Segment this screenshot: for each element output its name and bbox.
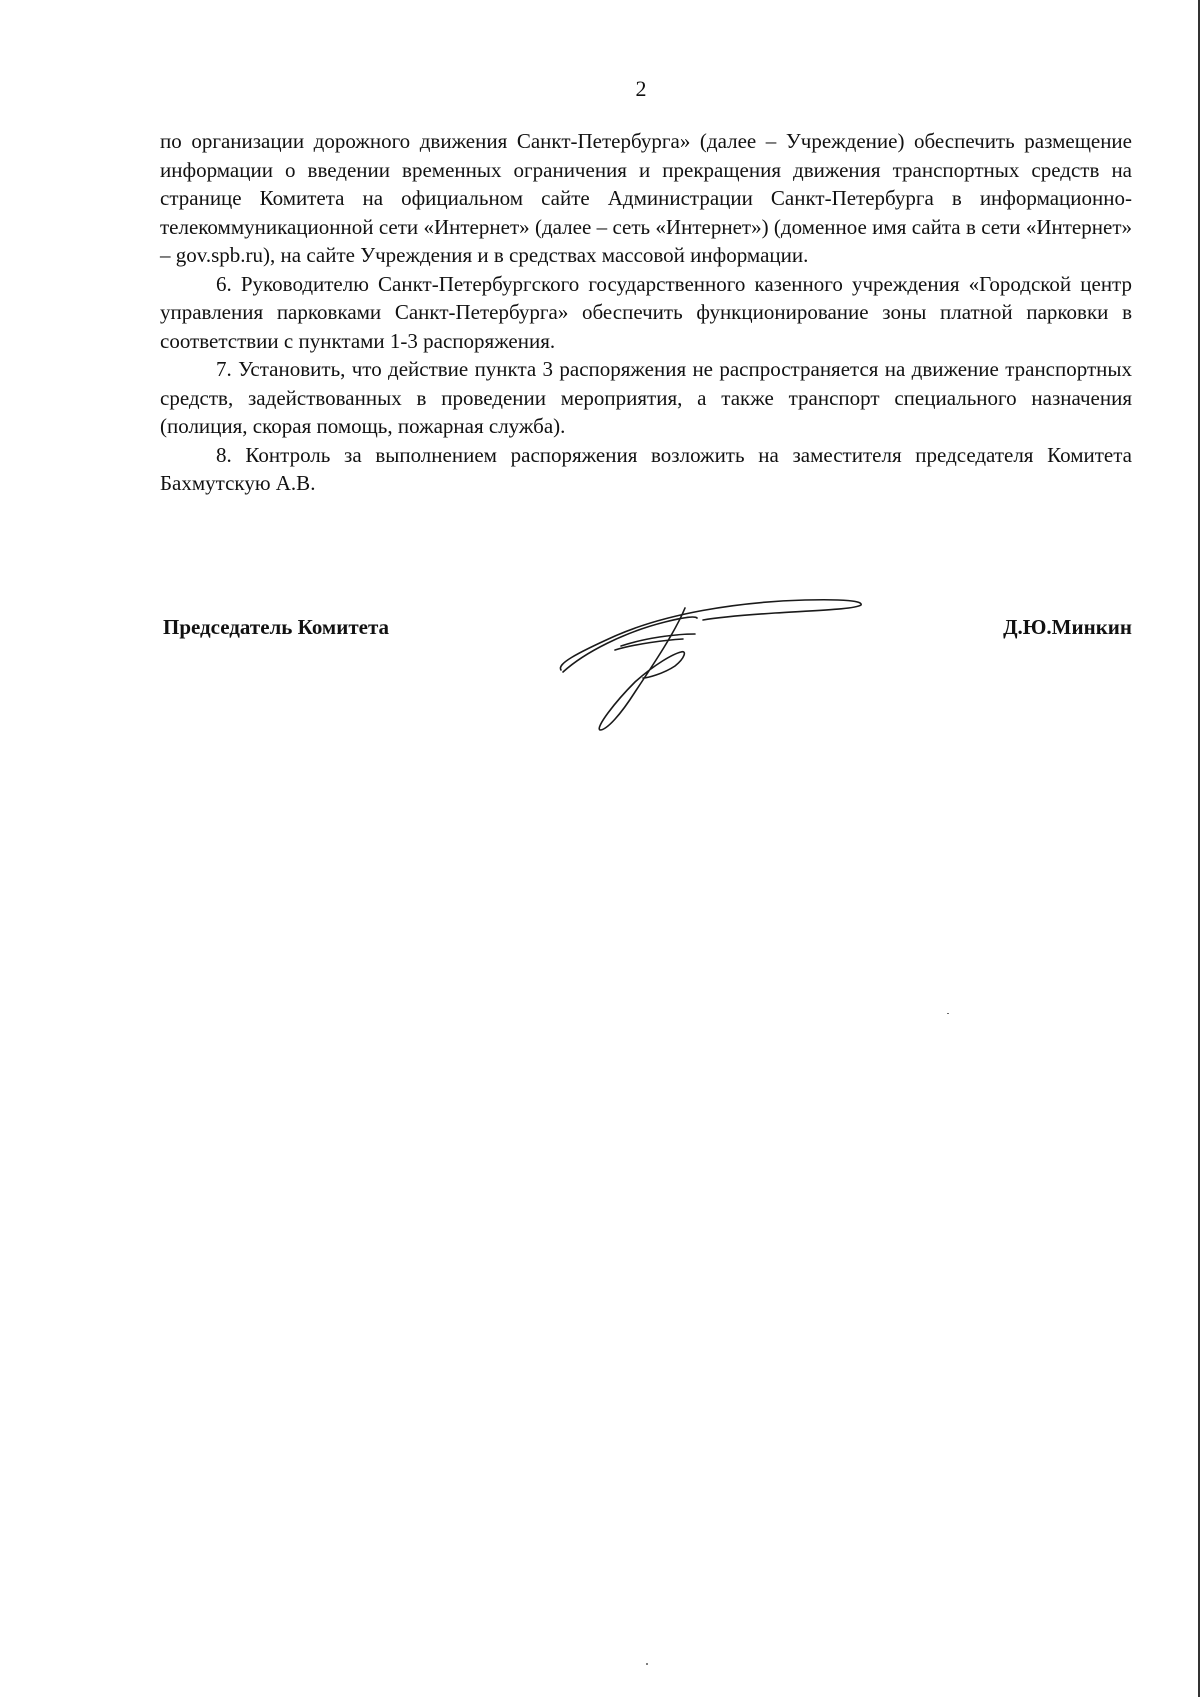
paragraph-continuation: по организации дорожного движения Санкт-Петербурга» (далее – Учреждение) обеспечить размещение информации о введении временных ограничения и прекращения движения транспортных средств на странице Комитета на официальном сайте Администрации Санкт-Петербурга в информационно-телекоммуникационной сети «Интернет» (далее – сеть «Интернет») (доменное имя сайта в сети «Интернет» – gov.spb.ru), на сайте Учреждения и в средствах массовой информации. <box>160 129 1132 267</box>
paragraph-item-7: 7. Установить, что действие пункта 3 распоряжения не распространяется на движение транспортных средств, задействованных в проведении мероприятия, а также транспорт специального назначения (полиция, скорая помощь, пожарная служба). <box>160 357 1132 438</box>
signature-block <box>160 612 1132 732</box>
scan-speck <box>646 1663 648 1665</box>
scan-speck <box>947 1013 949 1014</box>
document-body <box>160 127 1132 498</box>
paragraph-item-6: 6. Руководителю Санкт-Петербургского государственного казенного учреждения «Городской центр управления парковками Санкт-Петербурга» обеспечить функционирование зоны платной парковки в соответствии с пунктами 1-3 распоряжения. <box>160 271 1132 353</box>
paragraph-item-8: 8. Контроль за выполнением распоряжения возложить на заместителя председателя Комитета Бахмутскую А.В. <box>160 442 1132 495</box>
signer-name: Д.Ю.Минкин <box>1003 615 1132 639</box>
page-number: 2 <box>635 76 647 101</box>
signer-position: Председатель Комитета <box>163 615 390 639</box>
signature-icon <box>555 592 885 732</box>
